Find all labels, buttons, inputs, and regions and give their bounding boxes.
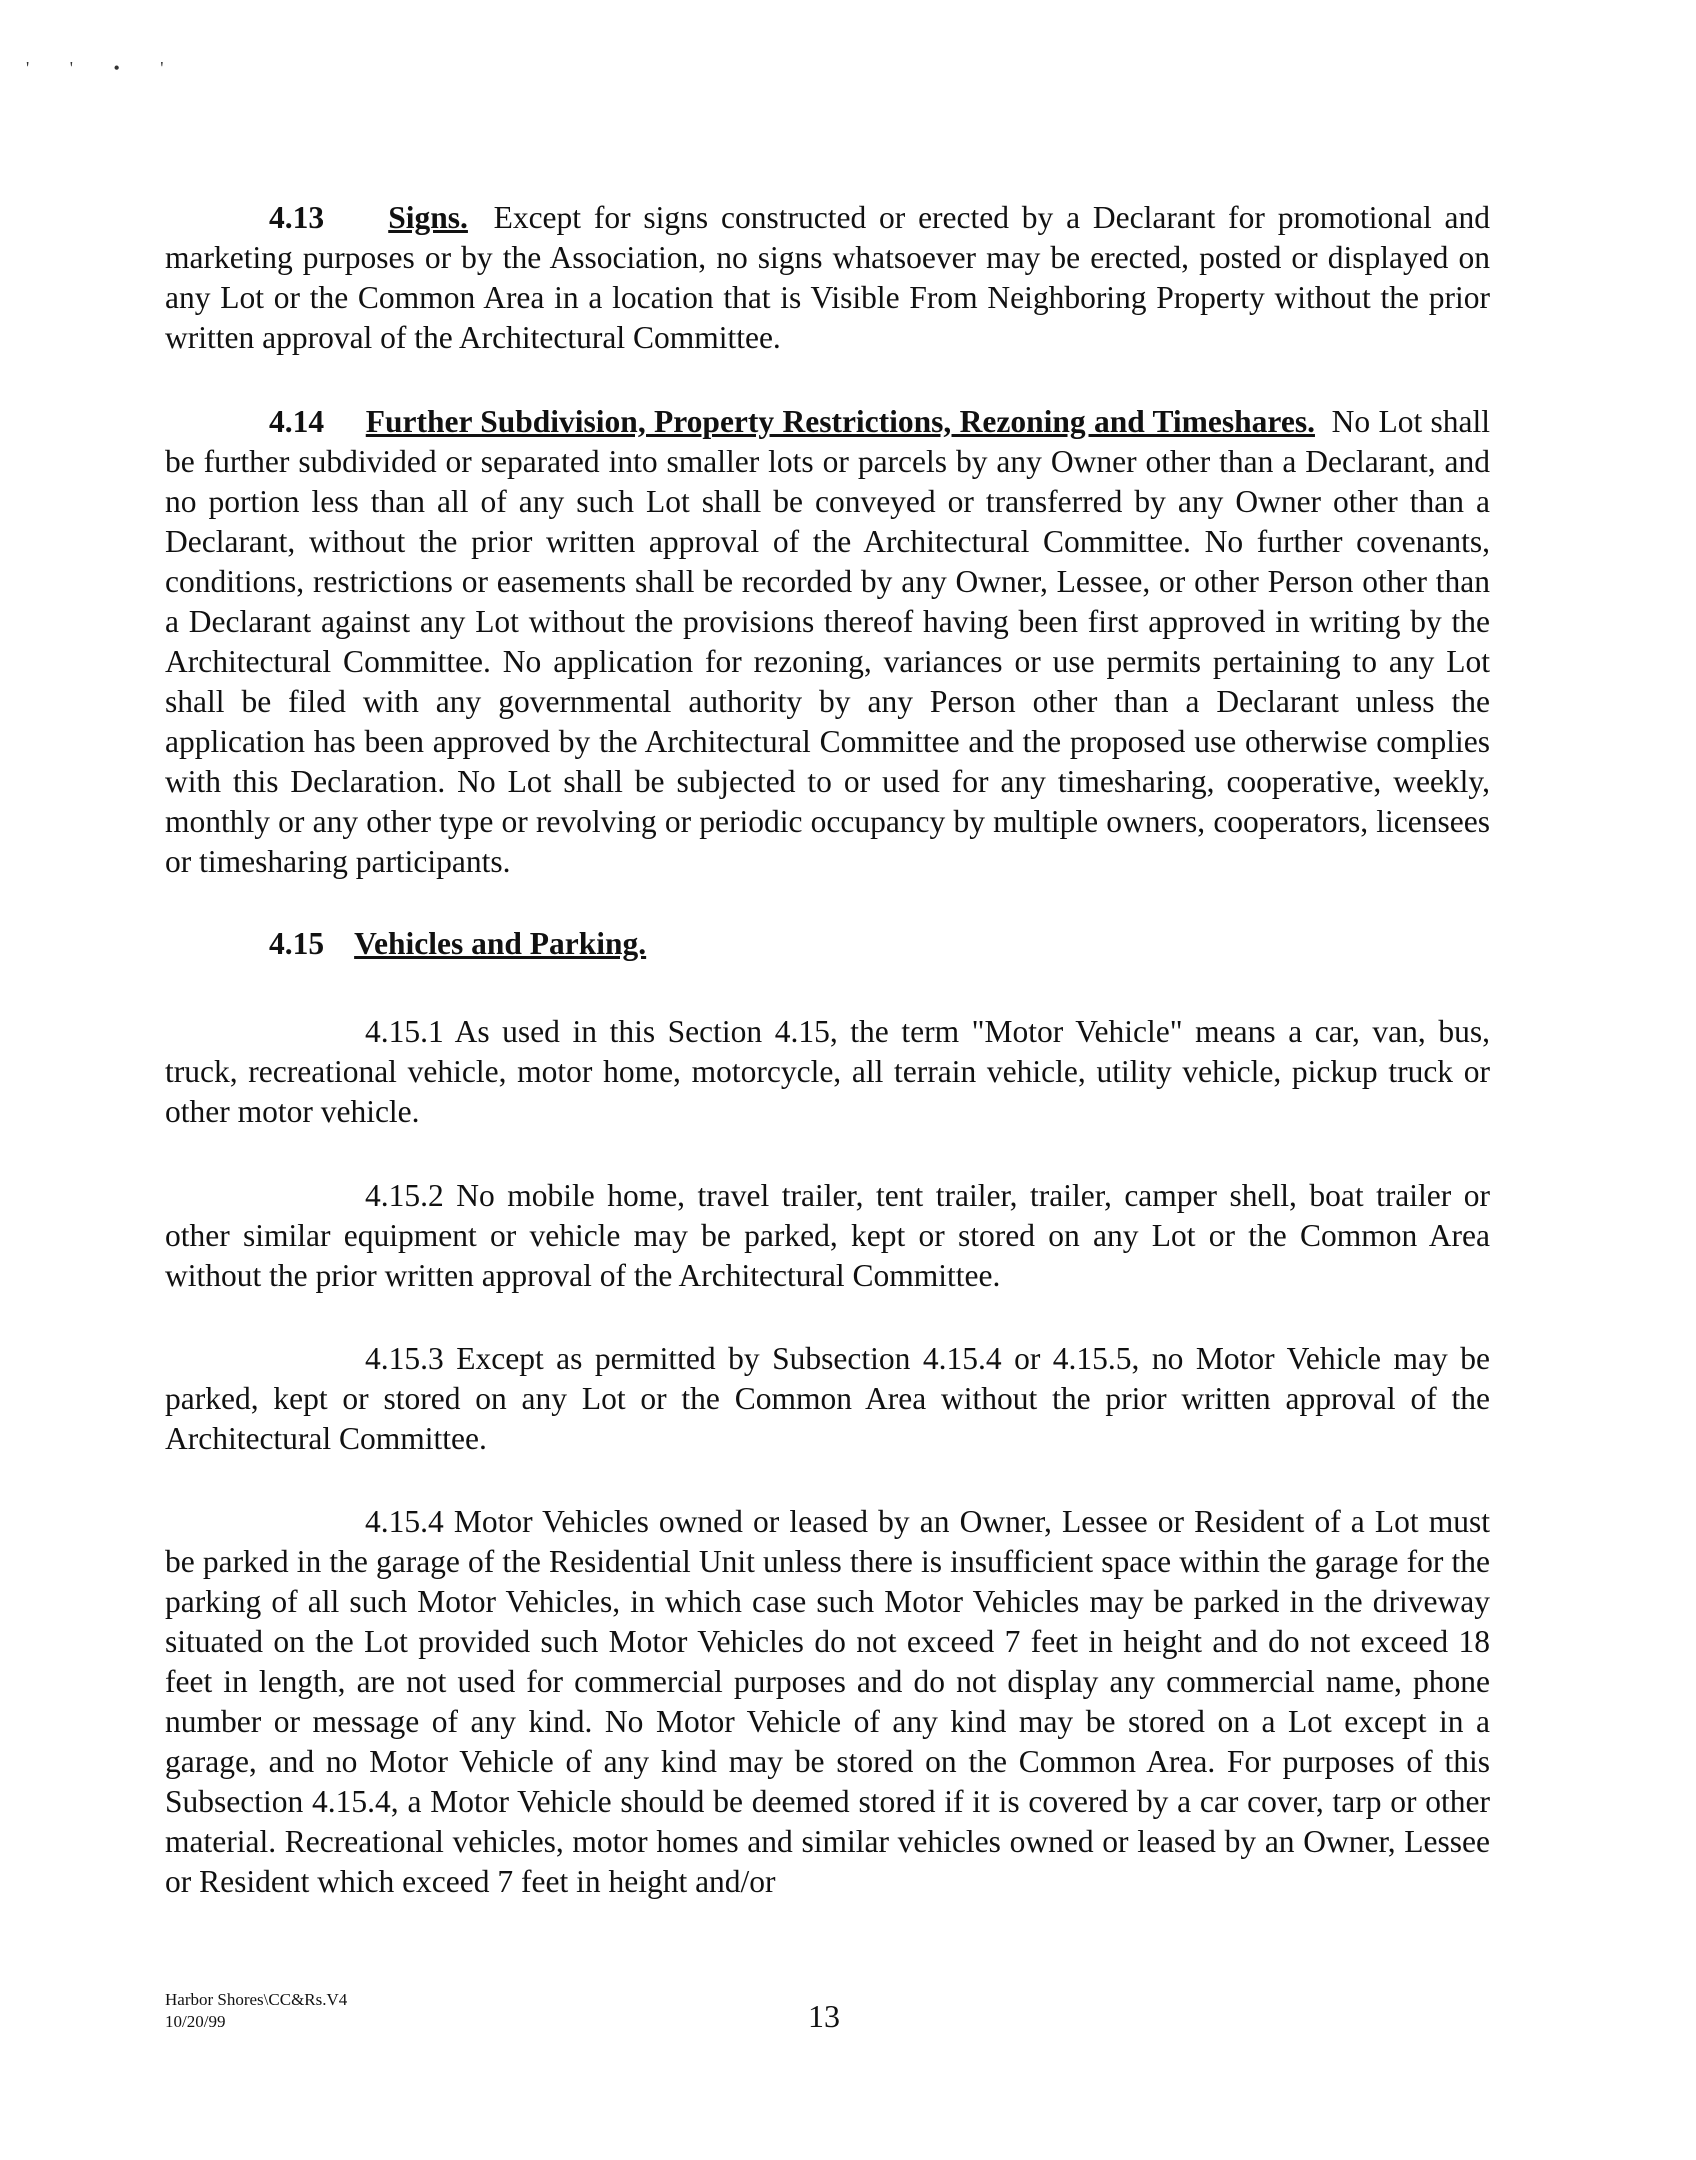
scan-specks: ' ' • ' [26, 58, 182, 78]
section-number: 4.14 [269, 404, 325, 439]
section-4-14 [165, 402, 1490, 882]
footer-file-info [165, 1989, 347, 2033]
section-title: Vehicles and Parking. [354, 926, 647, 961]
section-4-13 [165, 198, 1490, 358]
section-number: 4.13 [269, 200, 325, 235]
page-number: 13 [808, 1998, 840, 2034]
footer-file: Harbor Shores\CC&Rs.V4 [165, 1990, 348, 2009]
section-body: Except for signs constructed or erected by a Declarant for promotional and marketing purposes or by the Association, no signs whatsoever may be erected, posted or displayed on any Lot or the Common Area in a location that is Visible From Neighboring Property without the prior written approval of the Architectural Committee. [165, 200, 1491, 355]
section-title: Further Subdivision, Property Restrictions, Rezoning and Timeshares. [365, 404, 1315, 439]
section-4-15-heading [269, 926, 646, 962]
subsection-4-15-2: 4.15.2 No mobile home, travel trailer, tent trailer, trailer, camper shell, boat trailer or other similar equipment or vehicle may be parked, kept or stored on any Lot or the Common Area without the prior written approval of the Architectural Committee. [165, 1178, 1490, 1293]
subsection-4-15-1: 4.15.1 As used in this Section 4.15, the term "Motor Vehicle" means a car, van, bus, truck, recreational vehicle, motor home, motorcycle, all terrain vehicle, utility vehicle, pickup truck or other motor vehicle. [165, 1014, 1490, 1129]
section-title: Signs. [388, 200, 468, 235]
footer-date: 10/20/99 [165, 2012, 226, 2031]
section-number: 4.15 [269, 926, 325, 961]
subsection-4-15-4: 4.15.4 Motor Vehicles owned or leased by an Owner, Lessee or Resident of a Lot must be parked in the garage of the Residential Unit unless there is insufficient space within the garage for the parking of all such Motor Vehicles, in which case such Motor Vehicles may be parked in the driveway situated on the Lot provided such Motor Vehicles do not exceed 7 feet in height and do not exceed 18 feet in length, are not used for commercial purposes and do not display any commercial name, phone number or message of any kind. No Motor Vehicle of any kind may be stored on a Lot except in a garage, and no Motor Vehicle of any kind may be stored on the Common Area. For purposes of this Subsection 4.15.4, a Motor Vehicle should be deemed stored if it is covered by a car cover, tarp or other material. Recreational vehicles, motor homes and similar vehicles owned or leased by an Owner, Lessee or Resident which exceed 7 feet in height and/or [165, 1504, 1490, 1899]
section-body: No Lot shall be further subdivided or separated into smaller lots or parcels by any Owner other than a Declarant, and no portion less than all of any such Lot shall be conveyed or transferred by any Owner other than a Declarant, without the prior written approval of the Architectural Committee. No further covenants, conditions, restrictions or easements shall be recorded by any Owner, Lessee, or other Person other than a Declarant against any Lot without the provisions thereof having been first approved in writing by the Architectural Committee. No application for rezoning, variances or use permits pertaining to any Lot shall be filed with any governmental authority by any Person other than a Declarant unless the application has been approved by the Architectural Committee and the proposed use otherwise complies with this Declaration. No Lot shall be subjected to or used for any timesharing, cooperative, weekly, monthly or any other type or revolving or periodic occupancy by multiple owners, cooperators, licensees or timesharing participants. [165, 404, 1491, 879]
subsection-4-15-3: 4.15.3 Except as permitted by Subsection 4.15.4 or 4.15.5, no Motor Vehicle may be parked, kept or stored on any Lot or the Common Area without the prior written approval of the Architectural Committee. [165, 1341, 1490, 1456]
